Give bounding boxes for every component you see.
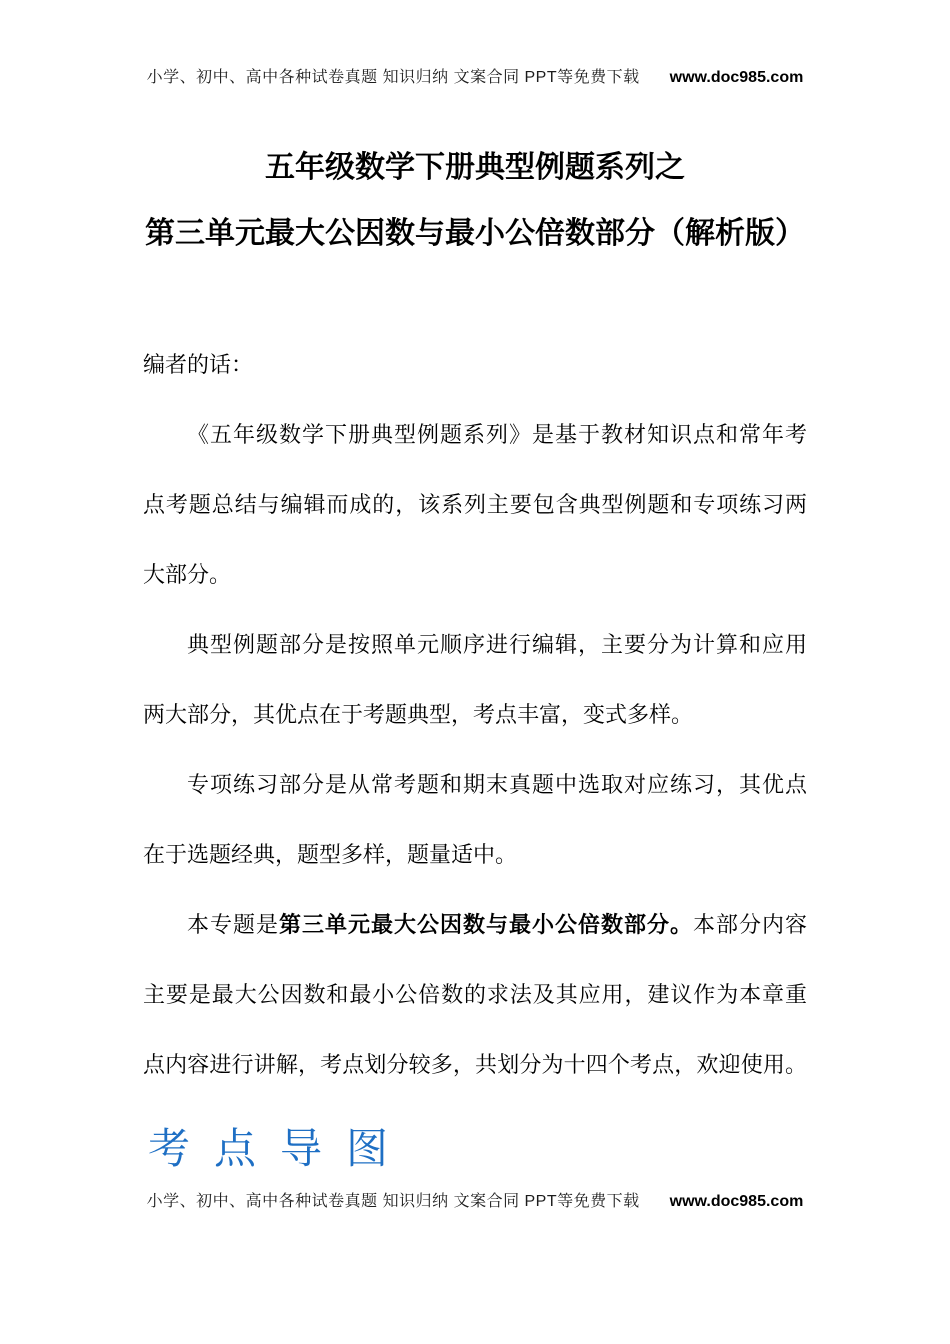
page-header [0,64,950,87]
body-line: 主要是最大公因数和最小公倍数的求法及其应用，建议作为本章重 [143,982,807,1007]
body-line-with-bold [143,890,807,960]
body-line: 专项练习部分是从常考题和期末真题中选取对应练习，其优点 [187,772,807,797]
body-text [143,330,807,1100]
header-site-url: www.doc985.com [669,69,804,86]
doc-title-line1: 五年级数学下册典型例题系列之 [265,151,685,184]
body-line-editor-note-label: 编者的话： [143,352,254,377]
section-heading-exam-points-map: 考点导图 [148,1127,413,1173]
page-footer [0,1188,950,1211]
body-line: 点考题总结与编辑而成的，该系列主要包含典型例题和专项练习两 [143,492,807,517]
body-line: 大部分。 [143,562,232,587]
body-line-bold-segment: 第三单元最大公因数与最小公倍数部分。 [279,912,693,937]
body-line: 《五年级数学下册典型例题系列》是基于教材知识点和常年考 [187,422,807,447]
body-line: 在于选题经典，题型多样，题量适中。 [143,842,518,867]
footer-site-url: www.doc985.com [669,1193,804,1210]
doc-title-line2: 第三单元最大公因数与最小公倍数部分（解析版） [145,217,805,250]
body-line: 两大部分，其优点在于考题典型，考点丰富，变式多样。 [143,702,694,727]
body-line-segment: 本部分内容 [692,912,807,937]
body-line-segment: 本专题是 [187,912,279,937]
footer-watermark-text: 小学、初中、高中各种试卷真题 知识归纳 文案合同 PPT等免费下载 [146,1193,640,1210]
header-watermark-text: 小学、初中、高中各种试卷真题 知识归纳 文案合同 PPT等免费下载 [146,69,640,86]
body-line: 点内容进行讲解，考点划分较多，共划分为十四个考点，欢迎使用。 [143,1052,807,1077]
body-line: 典型例题部分是按照单元顺序进行编辑，主要分为计算和应用 [187,632,807,657]
